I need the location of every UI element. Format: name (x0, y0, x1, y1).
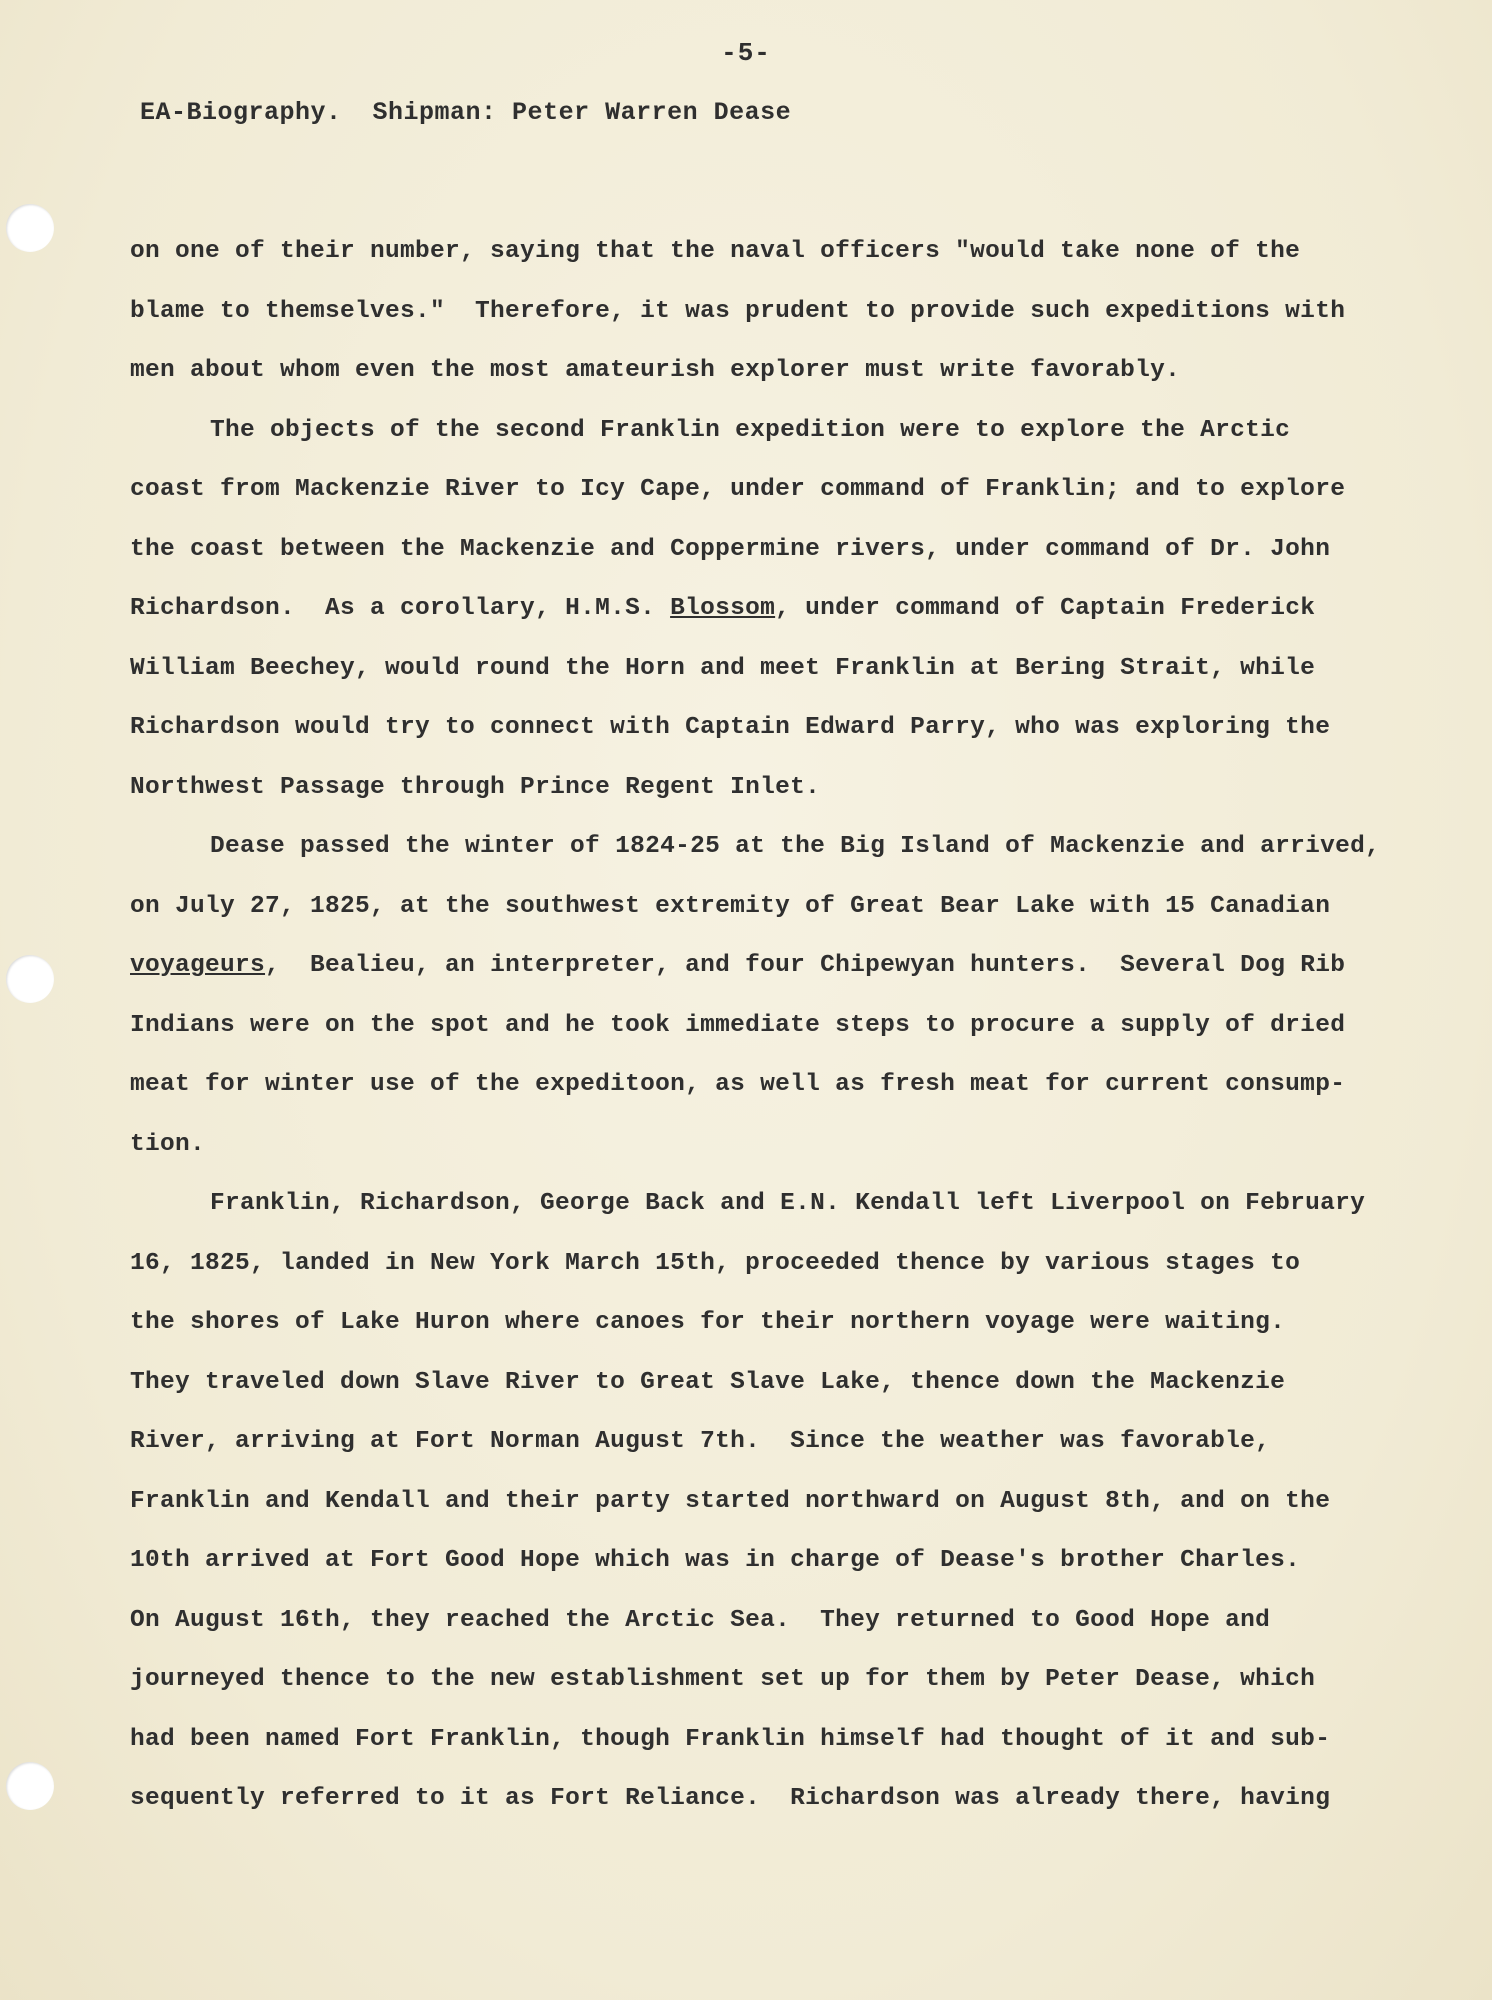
underlined-term: Blossom (670, 595, 776, 622)
body-text (130, 222, 1390, 1829)
punch-hole (6, 955, 54, 1003)
text-line: Richardson. As a corollary, H.M.S. Blossom, under command of Captain Frederick (130, 595, 1316, 622)
text-line: voyageurs, Bealieu, an interpreter, and four Chipewyan hunters. Several Dog Rib (130, 952, 1346, 979)
text-line: the shores of Lake Huron where canoes for their northern voyage were waiting. (130, 1309, 1286, 1336)
paragraph (130, 222, 1390, 401)
text-line: 16, 1825, landed in New York March 15th, proceeded thence by various stages to (130, 1249, 1301, 1277)
text-line: on July 27, 1825, at the southwest extremity of Great Bear Lake with 15 Canadian (130, 892, 1331, 920)
text-line: blame to themselves." Therefore, it was prudent to provide such expeditions with (130, 297, 1346, 325)
text-line: coast from Mackenzie River to Icy Cape, under command of Franklin; and to explore (130, 476, 1346, 503)
text-line: Richardson would try to connect with Captain Edward Parry, who was exploring the (130, 714, 1331, 741)
text-line: Franklin and Kendall and their party started northward on August 8th, and on the (130, 1487, 1331, 1515)
punch-hole (6, 1762, 54, 1810)
text-line: meat for winter use of the expeditoon, as well as fresh meat for current consump- (130, 1071, 1346, 1098)
text-line: sequently referred to it as Fort Reliance. Richardson was already there, having (130, 1785, 1331, 1812)
text-line: River, arriving at Fort Norman August 7th. Since the weather was favorable, (130, 1428, 1271, 1455)
text-line: William Beechey, would round the Horn and meet Franklin at Bering Strait, while (130, 654, 1316, 682)
text-line: Dease passed the winter of 1824-25 at the Big Island of Mackenzie and arrived, (210, 833, 1381, 860)
document-header: EA-Biography. Shipman: Peter Warren Dease (140, 98, 792, 127)
punch-hole (6, 204, 54, 252)
page-number: -5- (721, 38, 771, 68)
text-line: the coast between the Mackenzie and Coppermine rivers, under command of Dr. John (130, 535, 1331, 563)
text-line: The objects of the second Franklin expedition were to explore the Arctic (210, 416, 1291, 444)
text-line: Indians were on the spot and he took immediate steps to procure a supply of dried (130, 1011, 1346, 1039)
text-line: men about whom even the most amateurish explorer must write favorably. (130, 357, 1181, 384)
paragraph (130, 401, 1390, 818)
text-line: Franklin, Richardson, George Back and E.N. Kendall left Liverpool on February (210, 1190, 1366, 1217)
paragraph (130, 817, 1390, 1174)
text-line: They traveled down Slave River to Great Slave Lake, thence down the Mackenzie (130, 1368, 1286, 1396)
text-line: on one of their number, saying that the naval officers "would take none of the (130, 238, 1301, 265)
text-line: tion. (130, 1130, 206, 1158)
underlined-term: voyageurs (130, 952, 266, 979)
text-line: On August 16th, they reached the Arctic Sea. They returned to Good Hope and (130, 1606, 1271, 1634)
text-line: journeyed thence to the new establishment set up for them by Peter Dease, which (130, 1666, 1316, 1693)
text-line: had been named Fort Franklin, though Franklin himself had thought of it and sub- (130, 1725, 1331, 1753)
paragraph (130, 1174, 1390, 1829)
text-line: Northwest Passage through Prince Regent Inlet. (130, 773, 821, 801)
text-line: 10th arrived at Fort Good Hope which was in charge of Dease's brother Charles. (130, 1547, 1301, 1574)
